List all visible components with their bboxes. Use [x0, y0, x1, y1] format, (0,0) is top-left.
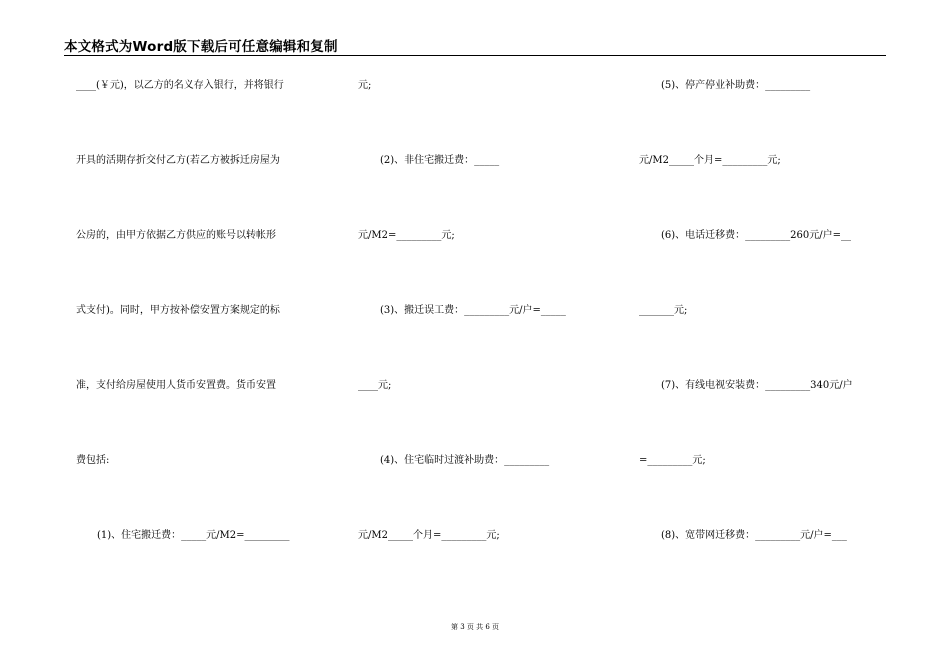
page-header: [64, 33, 886, 56]
text-line: ____元;: [358, 380, 392, 391]
text-line: 元/M2=_________元;: [358, 230, 455, 241]
text-line: 公房的，由甲方依据乙方供应的账号以转帐形: [76, 230, 276, 241]
text-line: =_________元;: [639, 455, 706, 466]
text-line: 准，支付给房屋使用人货币安置费。货币安置: [76, 380, 276, 391]
header-title: 本文格式为Word版下载后可任意编辑和复制: [64, 39, 338, 55]
text-line: (3)、搬迁误工费：_________元/户=_____: [380, 305, 566, 316]
text-line: (2)、非住宅搬迁费：_____: [380, 155, 500, 166]
text-line: (5)、停产停业补助费：_________: [661, 80, 811, 91]
text-line: (6)、电话迁移费：_________260元/户=__: [661, 230, 851, 241]
text-line: 元;: [358, 80, 372, 91]
text-line: 元/M2_____个月=_________元;: [639, 155, 781, 166]
text-line: ____(￥元)，以乙方的名义存入银行，并将银行: [76, 80, 284, 91]
text-line: 元/M2_____个月=_________元;: [358, 530, 500, 541]
text-line: 式支付)。同时，甲方按补偿安置方案规定的标: [76, 305, 280, 316]
page-number: 第 3 页 共 6 页: [450, 623, 500, 631]
text-line: (4)、住宅临时过渡补助费：_________: [380, 455, 550, 466]
text-line: 费包括:: [76, 455, 110, 466]
text-line: (7)、有线电视安装费：_________340元/户: [661, 380, 853, 391]
text-line: (8)、宽带网迁移费：_________元/户=___: [661, 530, 847, 541]
text-line: _______元;: [639, 305, 688, 316]
text-line: 开具的活期存折交付乙方(若乙方被拆迁房屋为: [76, 155, 280, 166]
text-line: (1)、住宅搬迁费：_____元/M2=_________: [97, 530, 290, 541]
